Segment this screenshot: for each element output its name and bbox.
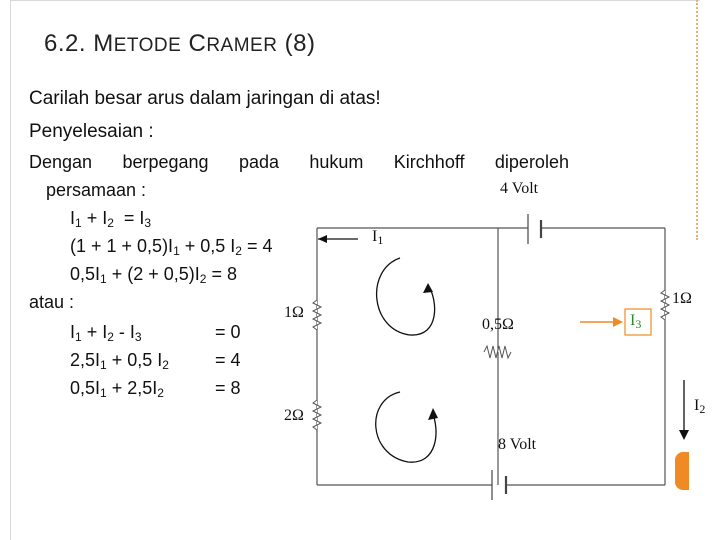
equation-3: $0,5I_1 + (2 + 0,5)I_2 = 8$ xyxy=(70,264,237,286)
equation-6-rhs: = 8 xyxy=(215,378,241,398)
i3-arrowhead xyxy=(613,317,623,327)
loop-arrow-lower xyxy=(376,392,436,462)
equation-4: $I_1 + I_2 - I_3$ xyxy=(70,322,142,344)
battery-bottom xyxy=(492,470,506,500)
atau-label: atau : xyxy=(29,292,75,312)
slide-accent-tab xyxy=(675,452,689,490)
i1-arrowhead xyxy=(318,235,327,243)
intro-line-2: persamaan : xyxy=(46,180,147,200)
question-text: Carilah besar arus dalam jaringan di atas! xyxy=(29,88,381,109)
resistor-right xyxy=(661,290,669,320)
resistor-left-bottom xyxy=(313,400,321,430)
label-i2: $I_2$ xyxy=(694,397,706,416)
label-4-volt: 4 Volt xyxy=(500,180,539,197)
label-r-left-bottom: 2Ω xyxy=(284,407,304,424)
label-i3: $I_3$ xyxy=(630,312,642,331)
label-r-middle: 0,5Ω xyxy=(482,316,514,333)
equation-2: $(1 + 1 + 0,5)I_1 + 0,5$ $I_2 = 4$ xyxy=(70,236,273,258)
equation-5: $2,5I_1 + 0,5$ $I_2$ xyxy=(70,350,169,372)
equation-6: $0,5I_1 + 2,5I_2$ xyxy=(70,378,164,400)
slide-title: 6.2. METODE CRAMER (8) xyxy=(44,30,316,57)
equation-1: $I_1 + I_2 = I_3$ xyxy=(70,208,152,230)
loop-arrow-upper xyxy=(377,258,435,335)
intro-line: Dengan berpegang pada hukum Kirchhoff diperoleh xyxy=(29,152,569,172)
label-r-right: 1Ω xyxy=(672,290,692,307)
equation-4-rhs: = 0 xyxy=(215,322,241,342)
equation-5-rhs: = 4 xyxy=(215,350,241,370)
battery-top xyxy=(528,214,541,244)
resistor-left-top xyxy=(313,300,321,330)
label-8-volt: 8 Volt xyxy=(498,436,537,453)
i2-arrowhead xyxy=(679,430,689,440)
label-r-left-top: 1Ω xyxy=(284,304,304,321)
solution-label: Penyelesaian : xyxy=(29,121,154,142)
label-i1: $I_1$ xyxy=(372,228,384,247)
